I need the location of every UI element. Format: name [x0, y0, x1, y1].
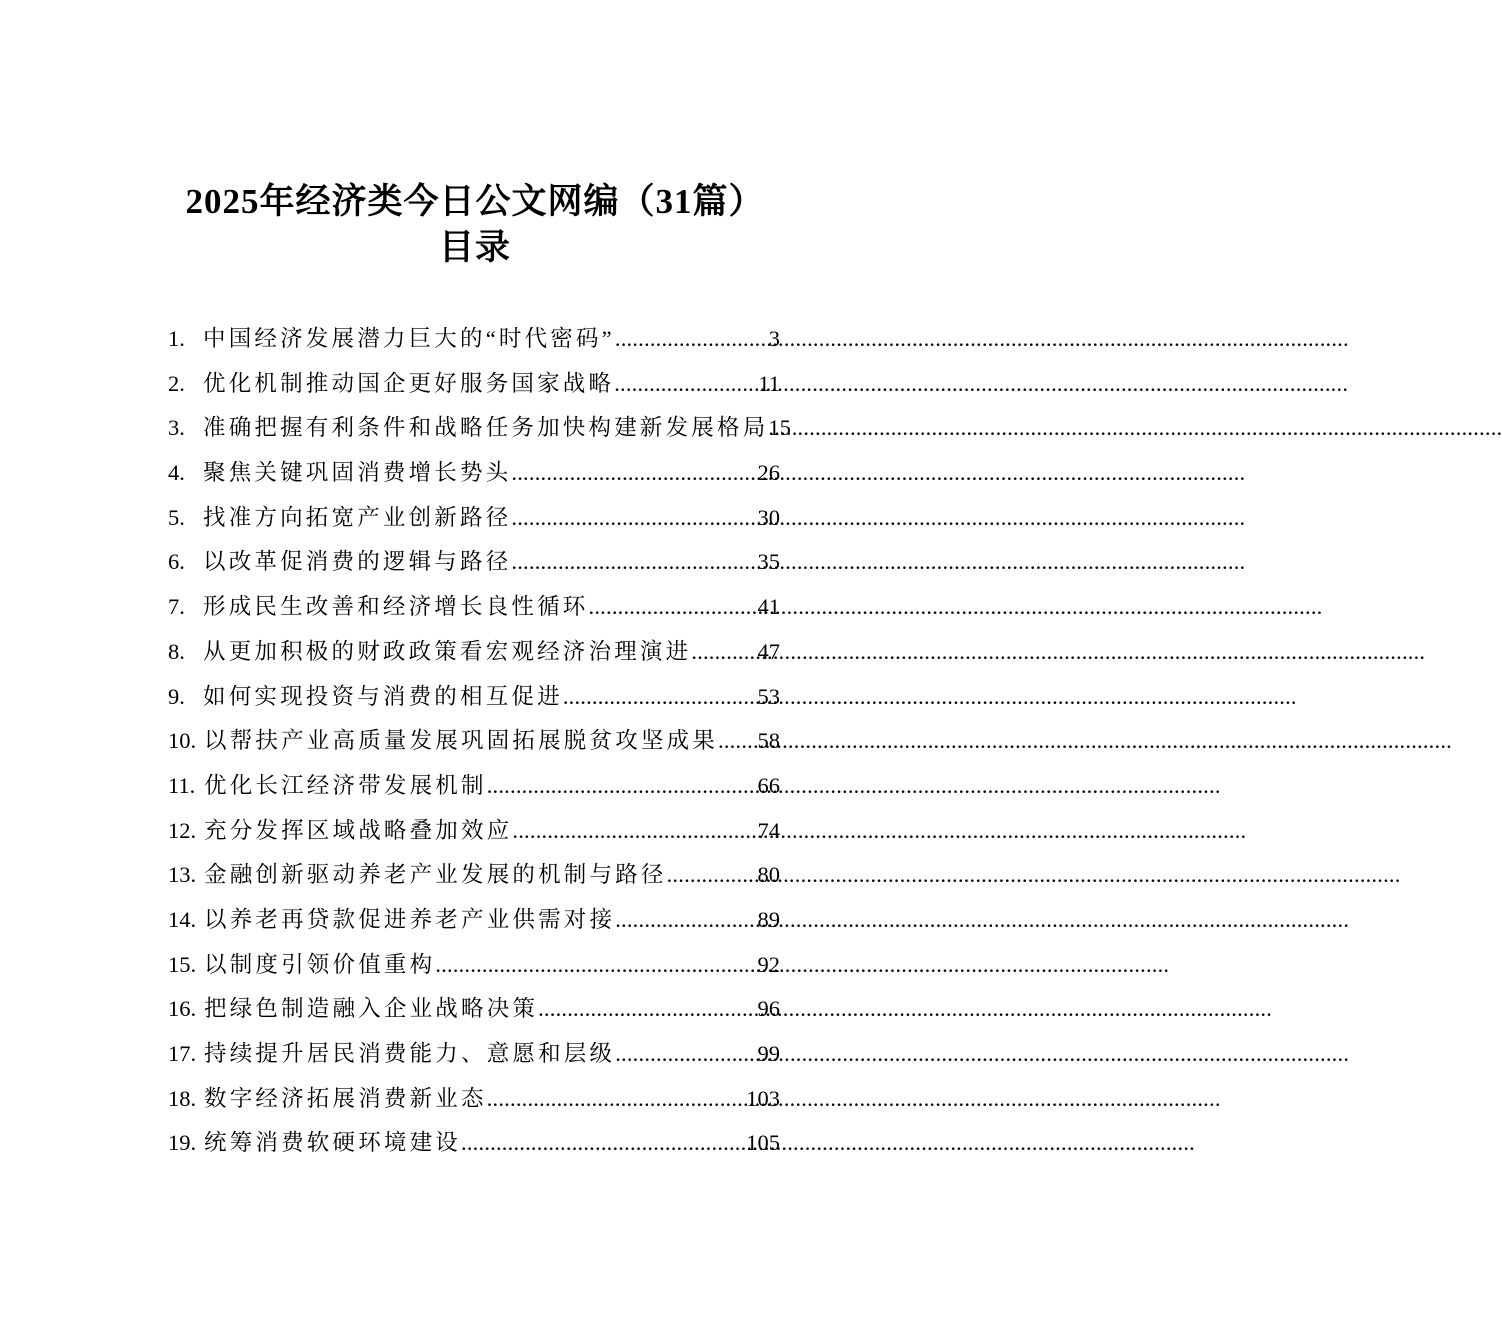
toc-entry[interactable] — [168, 1121, 780, 1166]
toc-entry-number: 13. — [168, 862, 197, 888]
toc-entry[interactable] — [168, 809, 780, 854]
toc-entry-title: 以帮扶产业高质量发展巩固拓展脱贫攻坚成果 — [204, 728, 719, 754]
toc-entry-title: 准确把握有利条件和战略任务加快构建新发展格局 — [203, 415, 769, 441]
toc-entry-page: 3 — [768, 326, 780, 351]
toc-entry-number: 19. — [168, 1130, 197, 1156]
toc-entry-number: 14. — [168, 906, 197, 932]
toc-entry-page: 26 — [757, 460, 780, 486]
toc-entry-page: 58 — [757, 728, 780, 754]
toc-entry[interactable] — [168, 1077, 780, 1122]
dot-leader — [589, 585, 758, 630]
toc-entry[interactable] — [168, 1032, 780, 1077]
toc-entry-page: 103 — [746, 1085, 780, 1111]
toc-entry-page: 105 — [746, 1130, 780, 1156]
dot-leader — [511, 496, 757, 541]
toc-entry-title: 统筹消费软硬环境建设 — [204, 1130, 462, 1156]
toc-entry-number: 6. — [168, 549, 185, 575]
toc-entry-title: 优化长江经济带发展机制 — [204, 772, 487, 798]
toc-entry-title: 聚焦关键巩固消费增长势头 — [203, 460, 512, 486]
toc-entry-page: 15 — [768, 415, 791, 441]
toc-entry[interactable] — [168, 451, 780, 496]
toc-entry-page: 53 — [757, 683, 780, 709]
toc-entry-number: 15. — [168, 951, 197, 977]
toc-entry-title: 充分发挥区域战略叠加效应 — [204, 817, 513, 843]
toc-entry-title: 以制度引领价值重构 — [204, 951, 436, 977]
toc-entry-title: 从更加积极的财政政策看宏观经济治理演进 — [203, 638, 692, 664]
toc-entry[interactable] — [168, 764, 780, 809]
toc-entry[interactable] — [168, 406, 791, 451]
toc-entry-number: 7. — [168, 594, 185, 620]
toc-entry-number: 4. — [168, 460, 185, 486]
toc-entry[interactable] — [168, 719, 780, 764]
toc-entry-page: 41 — [757, 594, 780, 620]
dot-leader — [511, 540, 757, 585]
toc-entry-page: 89 — [757, 906, 780, 932]
toc-entry-title: 优化机制推动国企更好服务国家战略 — [203, 370, 615, 396]
document-title: 2025年经济类今日公文网编（31篇） — [185, 182, 765, 221]
toc-entry-number: 2. — [168, 370, 185, 396]
toc-entry[interactable] — [168, 853, 780, 898]
toc-entry[interactable] — [168, 585, 780, 630]
toc-entry-number: 12. — [168, 817, 197, 843]
toc-entry-title: 以改革促消费的逻辑与路径 — [203, 549, 512, 575]
toc-entry-number: 3. — [168, 415, 185, 441]
toc-entry-title: 形成民生改善和经济增长良性循环 — [203, 594, 589, 620]
toc-entry[interactable] — [168, 943, 780, 988]
dot-leader — [487, 764, 758, 809]
toc-entry-page: 92 — [757, 951, 780, 977]
toc-entry-page: 80 — [757, 862, 780, 888]
toc-entry-page: 96 — [757, 996, 780, 1022]
dot-leader — [718, 719, 757, 764]
toc-entry-title: 中国经济发展潜力巨大的“时代密码” — [203, 326, 615, 351]
toc-entry-page: 11 — [758, 370, 780, 396]
dot-leader — [461, 1121, 746, 1166]
toc-entry-number: 5. — [168, 504, 185, 530]
toc-entry-number: 8. — [168, 638, 185, 664]
toc-entry[interactable] — [168, 630, 780, 675]
toc-entry-page: 99 — [757, 1041, 780, 1066]
toc-heading: 目录 — [438, 228, 511, 267]
toc-entry-title: 以养老再贷款促进养老产业供需对接 — [204, 906, 616, 932]
dot-leader — [435, 943, 757, 988]
toc-entry[interactable] — [168, 675, 780, 720]
dot-leader — [538, 987, 757, 1032]
dot-leader — [512, 809, 757, 854]
toc-entry-page: 47 — [757, 638, 780, 664]
dot-leader — [615, 898, 757, 943]
toc-entry-page: 74 — [757, 817, 780, 843]
toc-entry-title: 如何实现投资与消费的相互促进 — [203, 683, 563, 709]
dot-leader — [667, 853, 758, 898]
toc-entry-page: 35 — [757, 549, 780, 575]
toc-entry[interactable] — [168, 987, 780, 1032]
toc-entry[interactable] — [168, 317, 780, 362]
toc-entry-number: 10. — [168, 728, 197, 754]
dot-leader — [691, 630, 757, 675]
dot-leader — [614, 362, 758, 407]
toc-entry[interactable] — [168, 496, 780, 541]
toc-entry-number: 17. — [168, 1041, 197, 1066]
dot-leader — [563, 675, 758, 720]
toc-entry[interactable] — [168, 362, 780, 407]
dot-leader — [511, 451, 757, 496]
toc-entry-title: 持续提升居民消费能力、意愿和层级 — [204, 1041, 616, 1066]
toc-entry-number: 1. — [168, 326, 185, 351]
toc-entry[interactable] — [168, 898, 780, 943]
toc-entry-title: 金融创新驱动养老产业发展的机制与路径 — [204, 862, 667, 888]
toc-entry-title: 数字经济拓展消费新业态 — [204, 1085, 487, 1111]
toc-entry-number: 11. — [168, 772, 196, 798]
toc-entry-title: 把绿色制造融入企业战略决策 — [204, 996, 539, 1022]
toc-entry-page: 30 — [757, 504, 780, 530]
dot-leader — [615, 317, 769, 362]
table-of-contents — [168, 317, 791, 1166]
toc-entry-page: 66 — [757, 772, 780, 798]
dot-leader — [615, 1032, 757, 1077]
toc-entry-number: 16. — [168, 996, 197, 1022]
dot-leader — [487, 1077, 747, 1122]
toc-entry-title: 找准方向拓宽产业创新路径 — [203, 504, 512, 530]
toc-entry-number: 9. — [168, 683, 185, 709]
toc-entry-number: 18. — [168, 1085, 197, 1111]
toc-entry[interactable] — [168, 540, 780, 585]
